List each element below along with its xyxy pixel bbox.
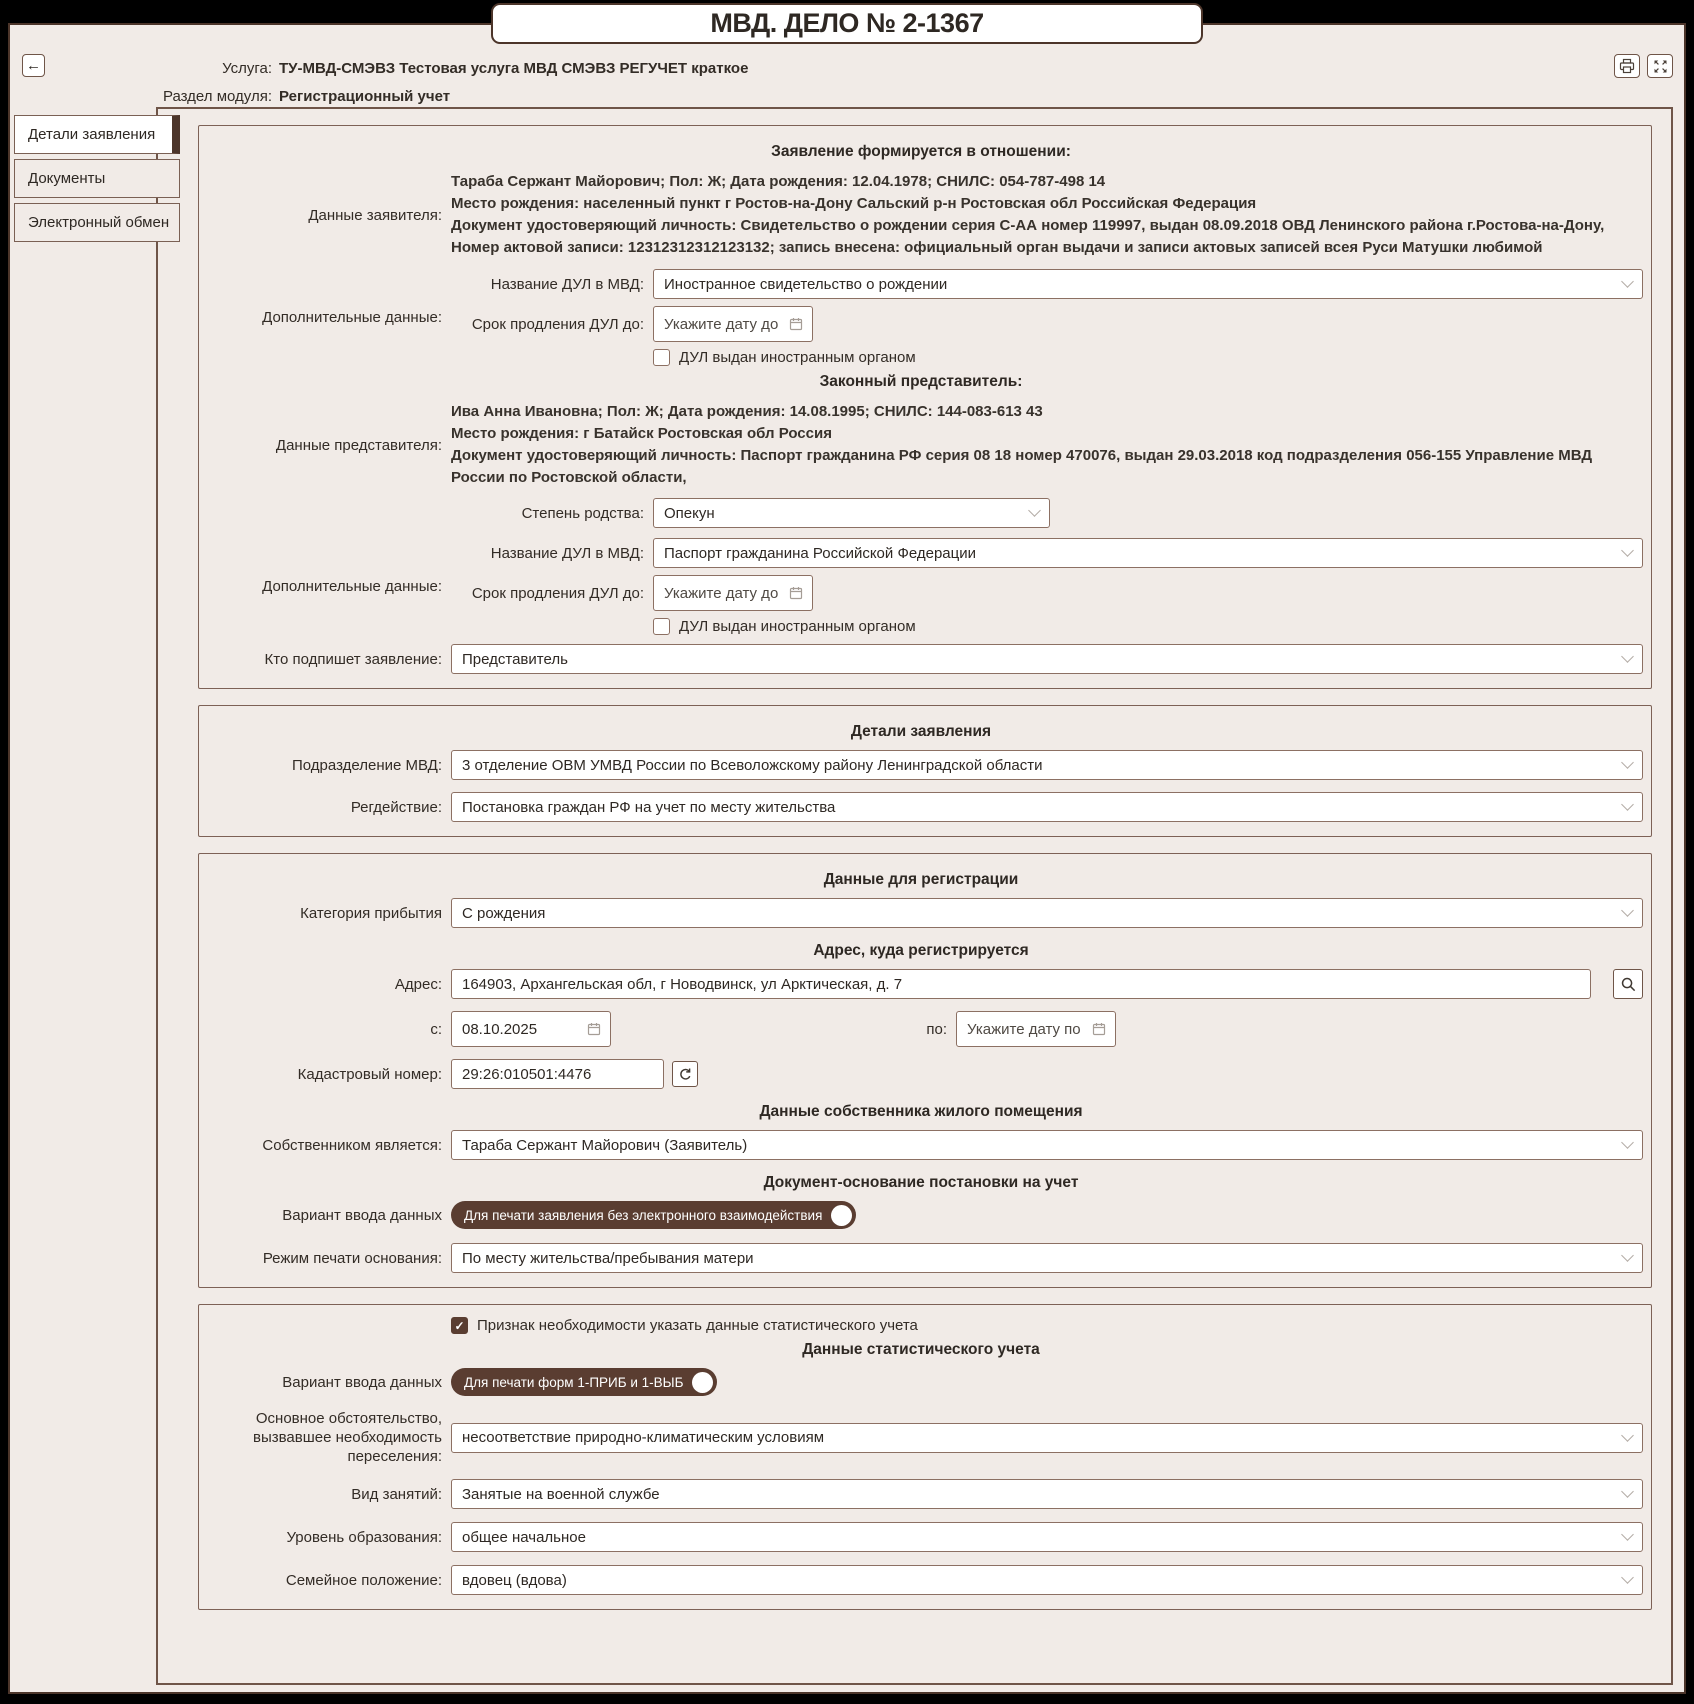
applicant-info-line: Номер актовой записи: 12312312312123132; запись внесена: официальный орган выдачи и записи актовых записей всея Руси Матушки любимой <box>451 239 1543 256</box>
cadastral-input[interactable] <box>451 1059 664 1089</box>
dul-until-date-input[interactable] <box>653 306 813 342</box>
dul-until-placeholder: Укажите дату до <box>664 315 779 333</box>
calendar-icon <box>587 1022 601 1036</box>
date-to-label: по: <box>926 1020 947 1038</box>
additional-data-label: Дополнительные данные: <box>262 578 442 595</box>
regaction-select[interactable] <box>451 792 1643 822</box>
occupation-select[interactable] <box>451 1479 1643 1509</box>
stat-variant-value: Для печати форм 1-ПРИБ и 1-ВЫБ <box>464 1374 684 1390</box>
date-from-label: с: <box>430 1020 442 1038</box>
circumstance-select[interactable] <box>451 1423 1643 1453</box>
calendar-icon <box>789 317 803 331</box>
stat-checkbox[interactable] <box>451 1317 468 1334</box>
marital-select[interactable] <box>451 1565 1643 1595</box>
dul-until-label: Срок продления ДУЛ до: <box>471 584 644 602</box>
print-mode-label: Режим печати основания: <box>262 1249 442 1267</box>
marital-value: вдовец (вдова) <box>462 1571 567 1589</box>
dul-name-value: Иностранное свидетельство о рождении <box>664 275 948 293</box>
owner-label: Собственником является: <box>262 1136 442 1154</box>
chevron-down-icon <box>1621 798 1634 811</box>
date-from-value: 08.10.2025 <box>462 1020 538 1038</box>
printer-icon <box>1619 58 1635 74</box>
section-statistics <box>198 1304 1652 1610</box>
occupation-value: Занятые на военной службе <box>462 1485 660 1503</box>
owner-header: Данные собственника жилого помещения <box>759 1103 1083 1120</box>
tab-documents[interactable]: Документы <box>14 159 180 198</box>
date-from-input[interactable] <box>451 1011 611 1047</box>
app-window <box>8 23 1686 1694</box>
kinship-select[interactable] <box>653 498 1050 528</box>
address-value: 164903, Архангельская обл, г Новодвинск, ул Арктическая, д. 7 <box>462 975 903 993</box>
chevron-down-icon <box>1028 504 1041 517</box>
owner-select[interactable] <box>451 1130 1643 1160</box>
representative-data-label: Данные представителя: <box>275 436 442 454</box>
circumstance-value: несоответствие природно-климатическим условиям <box>462 1429 825 1446</box>
expand-icon <box>1653 59 1668 74</box>
chevron-down-icon <box>1621 1571 1634 1584</box>
rep-dul-until-date-input[interactable] <box>653 575 813 611</box>
education-value: общее начальное <box>462 1528 586 1546</box>
applicant-info-line: Место рождения: населенный пункт г Ростов-на-Дону Сальский р-н Ростовская обл Российская Федерация <box>451 195 1257 212</box>
service-row <box>160 59 748 78</box>
additional-data-label: Дополнительные данные: <box>262 309 442 326</box>
section1-header: Заявление формируется в отношении: <box>771 143 1071 160</box>
module-row <box>160 87 748 106</box>
signer-select[interactable] <box>451 644 1643 674</box>
date-to-input[interactable] <box>956 1011 1116 1047</box>
content-panel <box>156 107 1673 1685</box>
address-header: Адрес, куда регистрируется <box>813 942 1029 959</box>
chevron-down-icon <box>1621 904 1634 917</box>
applicant-data-label: Данные заявителя: <box>308 206 442 224</box>
print-button[interactable] <box>1614 54 1640 78</box>
chevron-down-icon <box>1621 1249 1634 1262</box>
foreign-dul-checkbox[interactable] <box>653 349 670 366</box>
refresh-icon <box>678 1067 693 1082</box>
representative-info-line: Ива Анна Ивановна; Пол: Ж; Дата рождения: 14.08.1995; СНИЛС: 144-083-613 43 <box>451 403 1043 420</box>
division-label: Подразделение МВД: <box>292 756 442 774</box>
chevron-down-icon <box>1621 650 1634 663</box>
section3-header: Данные для регистрации <box>823 871 1019 888</box>
applicant-info <box>451 171 1643 259</box>
kinship-label: Степень родства: <box>521 504 644 522</box>
input-variant-label: Вариант ввода данных <box>282 1206 442 1224</box>
cadastral-value: 29:26:010501:4476 <box>462 1065 592 1083</box>
back-button[interactable] <box>22 54 45 77</box>
basis-header: Документ-основание постановки на учет <box>763 1174 1079 1191</box>
stat-checkbox-label: Признак необходимости указать данные статистического учета <box>477 1317 918 1334</box>
print-mode-value: По месту жительства/пребывания матери <box>462 1249 754 1267</box>
category-label: Категория прибытия <box>300 904 442 922</box>
dul-name-label: Название ДУЛ в МВД: <box>490 275 644 293</box>
window-title-text: МВД. ДЕЛО № 2-1367 <box>710 8 984 38</box>
fullscreen-button[interactable] <box>1647 54 1673 78</box>
representative-info-line: Место рождения: г Батайск Ростовская обл Россия <box>451 425 832 442</box>
module-label: Раздел модуля: <box>162 88 272 105</box>
regaction-value: Постановка граждан РФ на учет по месту жительства <box>462 798 836 816</box>
education-label: Уровень образования: <box>286 1528 442 1546</box>
toggle-knob <box>831 1205 852 1226</box>
search-icon <box>1620 976 1637 993</box>
representative-info-line: Документ удостоверяющий личность: Паспорт гражданина РФ серия 08 18 номер 470076, выдан 29.03.2018 код подразделения 056-155 Управление МВД России по Ростовской области, <box>451 447 1593 486</box>
chevron-down-icon <box>1621 544 1634 557</box>
circumstance-label: Основное обстоятельство, вызвавшее необходимость переселения: <box>252 1410 442 1465</box>
category-value: С рождения <box>462 904 546 922</box>
representative-header: Законный представитель: <box>819 373 1023 390</box>
category-select[interactable] <box>451 898 1643 928</box>
applicant-info-line: Документ удостоверяющий личность: Свидетельство о рождении серия С-АА номер 119997, выдан 08.09.2018 ОВД Ленинского района г.Ростова-на-Дону, <box>451 217 1605 234</box>
input-variant-value: Для печати заявления без электронного взаимодействия <box>464 1207 823 1223</box>
kinship-value: Опекун <box>664 504 715 522</box>
rep-foreign-dul-checkbox[interactable] <box>653 618 670 635</box>
back-arrow-icon: ← <box>26 57 41 74</box>
service-value: ТУ-МВД-СМЭВЗ Тестовая услуга МВД СМЭВЗ РЕГУЧЕТ краткое <box>279 60 749 77</box>
stat-variant-toggle[interactable] <box>451 1368 717 1396</box>
stat-variant-label: Вариант ввода данных <box>282 1373 442 1391</box>
section-subject <box>198 125 1652 689</box>
address-label: Адрес: <box>394 975 442 993</box>
section2-header: Детали заявления <box>850 723 992 740</box>
applicant-info-line: Тараба Сержант Майорович; Пол: Ж; Дата рождения: 12.04.1978; СНИЛС: 054-787-498 14 <box>451 173 1106 190</box>
chevron-down-icon <box>1621 1136 1634 1149</box>
check-icon: ✓ <box>454 1318 465 1333</box>
rep-dul-name-select[interactable] <box>653 538 1643 568</box>
education-select[interactable] <box>451 1522 1643 1552</box>
sidebar-tabs <box>14 115 180 247</box>
representative-info <box>451 401 1643 489</box>
calendar-icon <box>1092 1022 1106 1036</box>
dul-name-select[interactable] <box>653 269 1643 299</box>
applicant-data-group <box>199 171 1643 259</box>
print-mode-select[interactable] <box>451 1243 1643 1273</box>
tab-application-details[interactable]: Детали заявления <box>14 115 180 154</box>
chevron-down-icon <box>1621 1485 1634 1498</box>
owner-value: Тараба Сержант Майорович (Заявитель) <box>462 1136 748 1154</box>
regaction-label: Регдействие: <box>350 798 442 816</box>
section-application-details <box>198 705 1652 837</box>
toggle-knob <box>692 1372 713 1393</box>
dul-name-label: Название ДУЛ в МВД: <box>490 544 644 562</box>
signer-value: Представитель <box>462 650 568 668</box>
rep-dul-name-value: Паспорт гражданина Российской Федерации <box>664 544 976 562</box>
dul-until-label: Срок продления ДУЛ до: <box>471 315 644 333</box>
division-select[interactable] <box>451 750 1643 780</box>
input-variant-toggle[interactable] <box>451 1201 856 1229</box>
division-value: 3 отделение ОВМ УМВД России по Всеволожскому району Ленинградской области <box>462 756 1043 774</box>
address-search-button[interactable] <box>1613 969 1643 999</box>
applicant-additional-group <box>199 269 1643 366</box>
tab-electronic-exchange[interactable]: Электронный обмен <box>14 203 180 242</box>
module-value: Регистрационный учет <box>279 88 451 105</box>
chevron-down-icon <box>1621 756 1634 769</box>
marital-label: Семейное положение: <box>285 1571 442 1589</box>
representative-data-group <box>199 401 1643 489</box>
cadastral-refresh-button[interactable] <box>672 1061 698 1087</box>
window-title <box>491 3 1203 44</box>
cadastral-label: Кадастровый номер: <box>297 1065 442 1083</box>
chevron-down-icon <box>1621 1429 1634 1442</box>
occupation-label: Вид занятий: <box>351 1485 442 1503</box>
section-registration-data <box>198 853 1652 1288</box>
calendar-icon <box>789 586 803 600</box>
representative-additional-group <box>199 538 1643 635</box>
foreign-dul-checkbox-label: ДУЛ выдан иностранным органом <box>679 349 916 366</box>
rep-dul-until-placeholder: Укажите дату до <box>664 584 779 602</box>
chevron-down-icon <box>1621 275 1634 288</box>
address-input[interactable] <box>451 969 1591 999</box>
section4-header: Данные статистического учета <box>802 1341 1040 1358</box>
rep-foreign-dul-checkbox-label: ДУЛ выдан иностранным органом <box>679 618 916 635</box>
service-label: Услуга: <box>222 60 272 77</box>
chevron-down-icon <box>1621 1528 1634 1541</box>
signer-label: Кто подпишет заявление: <box>264 650 442 668</box>
date-to-placeholder: Укажите дату по <box>967 1020 1081 1038</box>
